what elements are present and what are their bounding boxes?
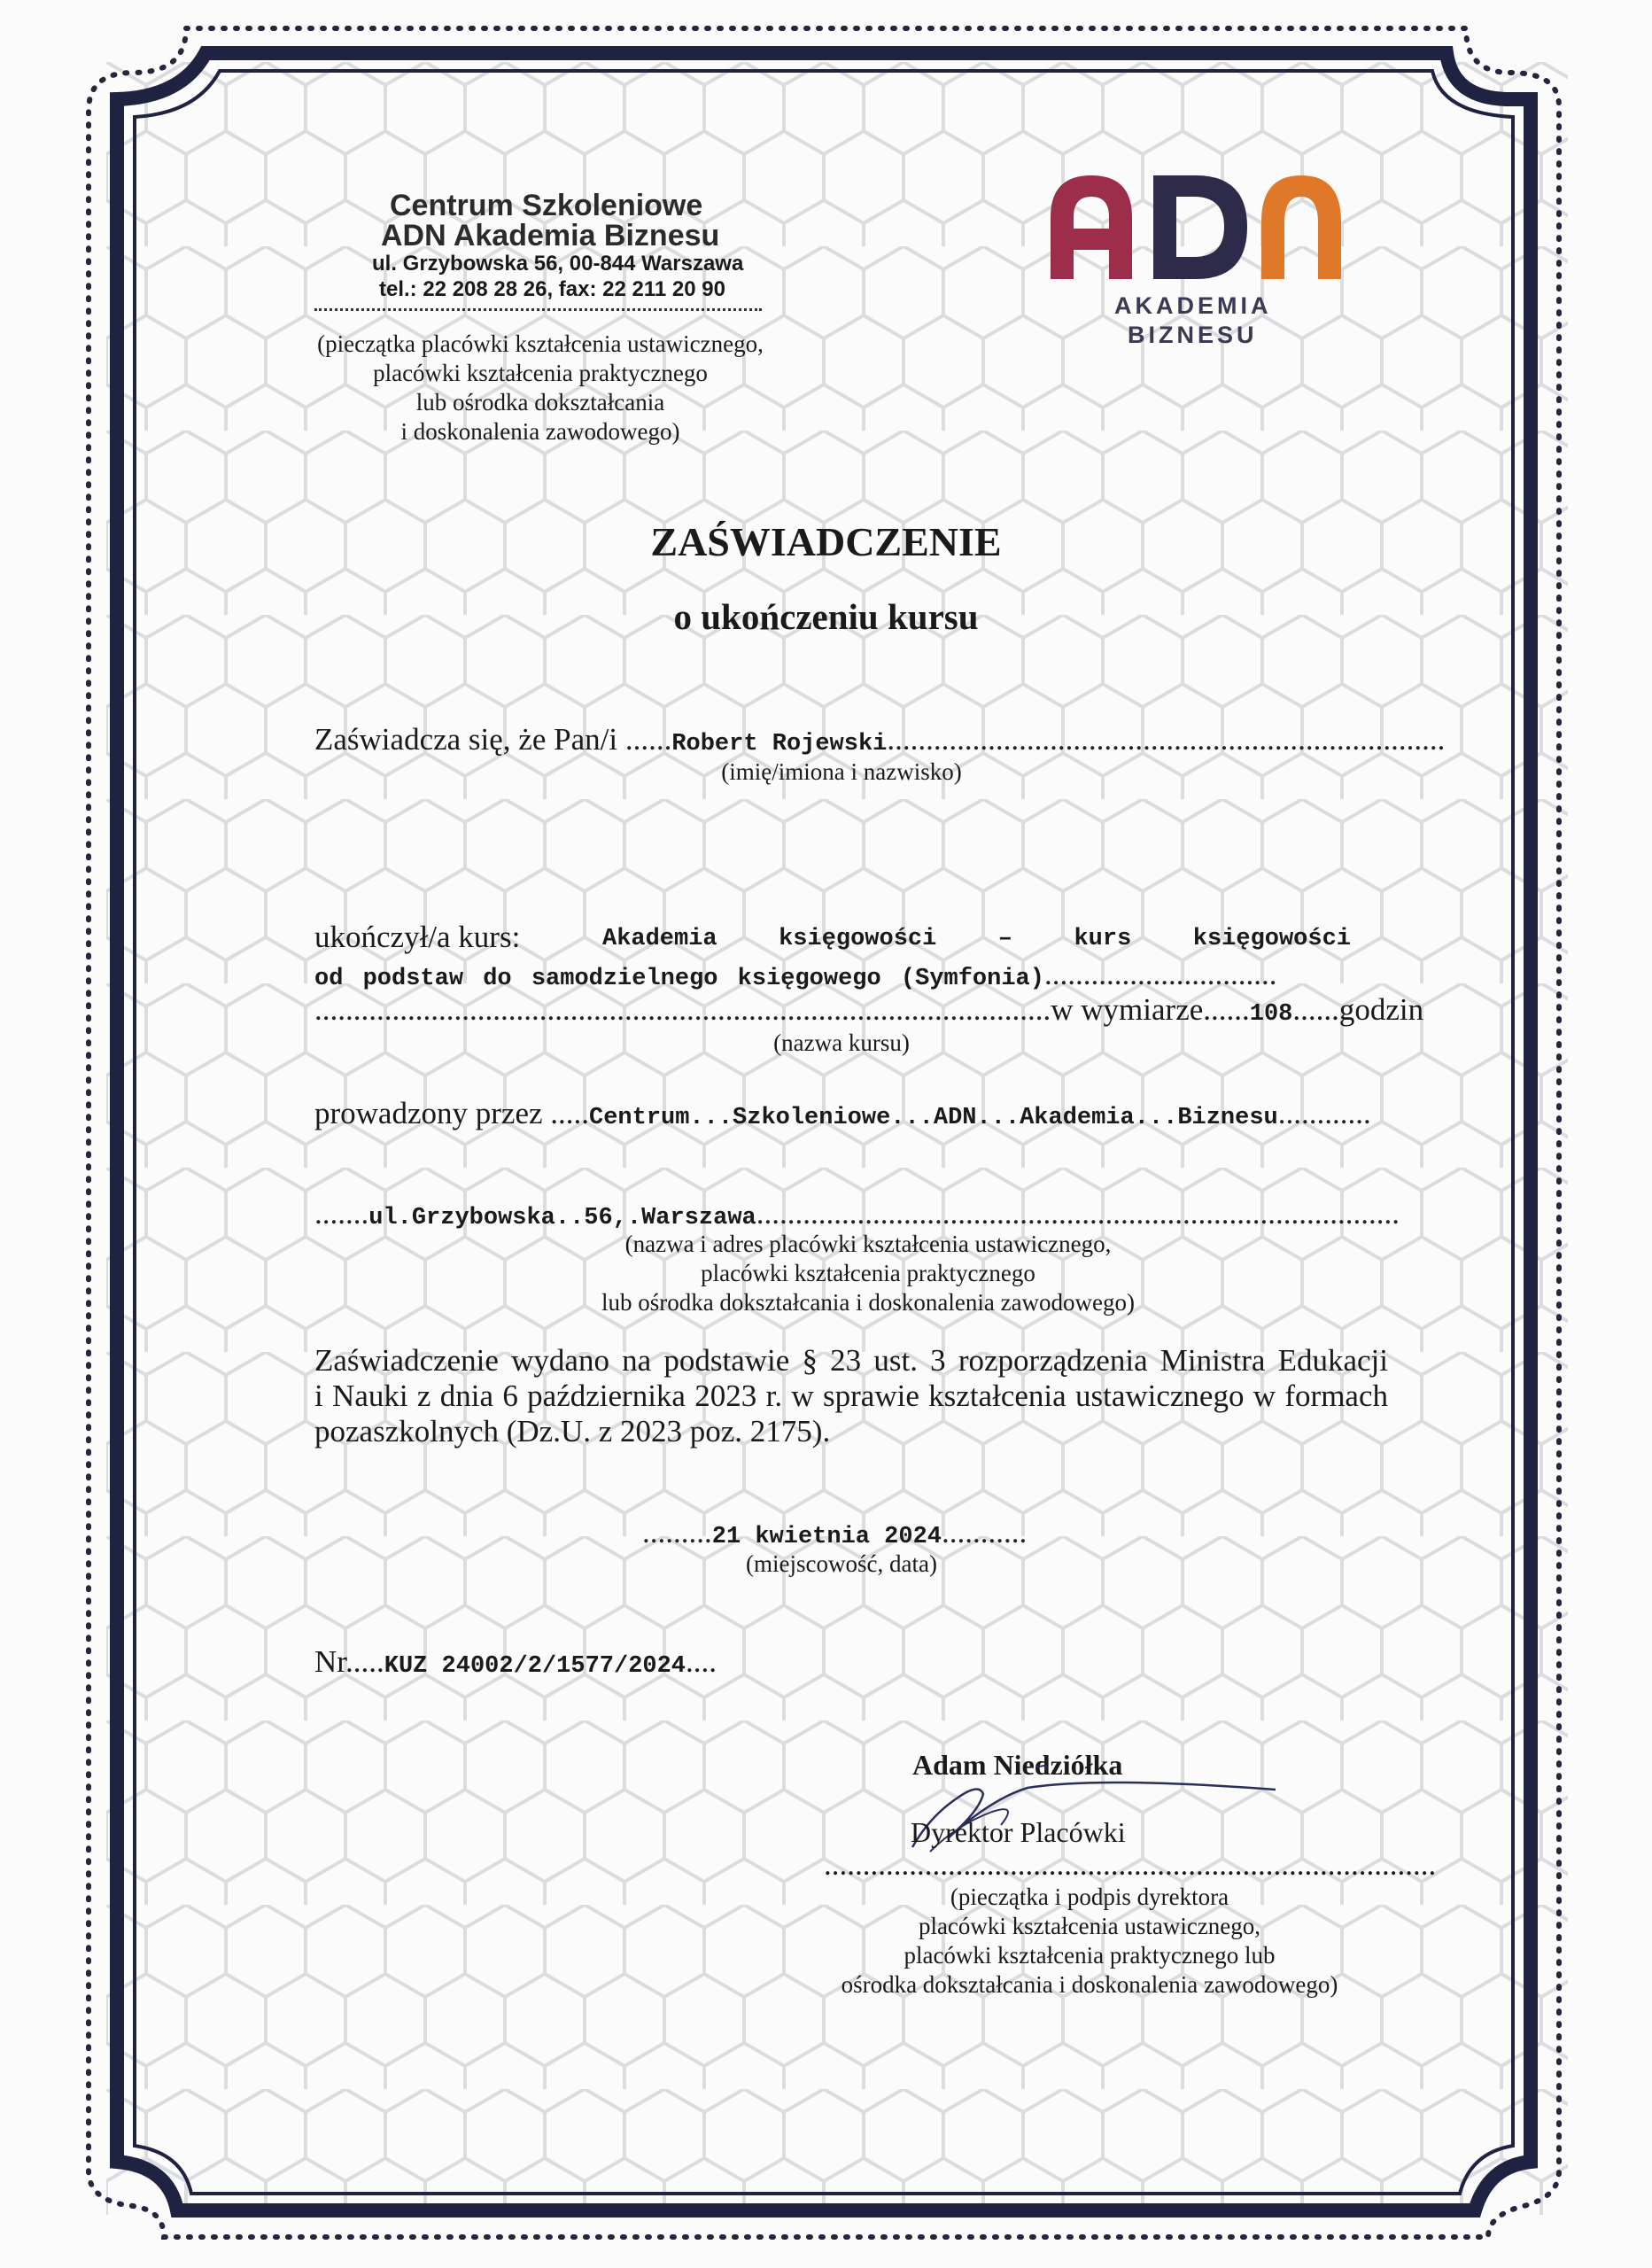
provider-prefix: prowadzony przez ..... [314, 1096, 590, 1130]
signature-caption [779, 1883, 1400, 2000]
legal-basis [314, 1343, 1388, 1449]
person-name: Robert Rojewski [671, 731, 888, 757]
course-name-line-2: od podstaw do samodzielnego księgowego (Symfonia) [314, 966, 1044, 992]
director-role: Dyrektor Placówki [911, 1816, 1126, 1848]
hours-value: 108 [1249, 1001, 1293, 1028]
provider-address: ul.Grzybowska..56,.Warszawa [368, 1205, 756, 1231]
stamp-line-4: tel.: 22 208 28 26, fax: 22 211 20 90 [379, 277, 725, 301]
logo-text-line-1: AKADEMIA [1114, 292, 1272, 319]
person-trail-dots: ........................................................................ [887, 722, 1446, 757]
signature-caption-line: ośrodka dokształcania i doskonalenia zawodowego) [841, 1971, 1338, 1998]
signature-caption-line: placówki kształcenia praktycznego lub [904, 1942, 1276, 1969]
person-line [314, 722, 1445, 762]
provider-caption-line: (nazwa i adres placówki kształcenia ustawicznego, [624, 1231, 1112, 1257]
course-hours-line [314, 992, 1423, 1032]
number-prefix: Nr..... [314, 1644, 384, 1679]
adn-logo-mark [1045, 168, 1346, 292]
stamp-dotted-line [314, 308, 762, 311]
provider-address-lead-dots: ....... [314, 1196, 369, 1231]
date-trail-dots: ........... [942, 1515, 1028, 1550]
stamp-line-2: ADN Akademia Biznesu [381, 219, 720, 252]
certificate-title: ZAŚWIADCZENIE [650, 519, 1002, 564]
person-lead-dots: ...... [624, 722, 672, 757]
logo-text-line-2: BIZNESU [1128, 322, 1258, 348]
signature-caption-line: (pieczątka i podpis dyrektora [950, 1884, 1229, 1910]
date-caption: (miejscowość, data) [746, 1550, 937, 1577]
stamp-caption-line: (pieczątka placówki kształcenia ustawicznego, [317, 330, 764, 357]
course-line-2-dots: .............................. [1043, 957, 1277, 991]
stamp-line-3: ul. Grzybowska 56, 00-844 Warszawa [372, 252, 744, 276]
provider-caption [531, 1230, 1205, 1317]
date-lead-dots: ......... [642, 1515, 712, 1550]
date-line [642, 1515, 1027, 1555]
certificate-subtitle: o ukończeniu kursu [673, 596, 979, 637]
person-prefix: Zaświadcza się, że Pan/i [314, 722, 618, 757]
course-caption: (nazwa kursu) [773, 1029, 910, 1056]
hours-suffix: ......godzin [1292, 992, 1424, 1027]
adn-logo [1045, 168, 1346, 354]
legal-line: Zaświadczenie wydano na podstawie § 23 ust. 3 rozporządzenia Ministra Edukacji [314, 1343, 1388, 1378]
certificate-number-line [314, 1644, 717, 1684]
legal-line: pozaszkolnych (Dz.U. z 2023 poz. 2175). [314, 1414, 831, 1449]
stamp-caption [292, 330, 788, 447]
provider-caption-line: lub ośrodka dokształcania i doskonalenia zawodowego) [601, 1289, 1136, 1316]
stamp-line-1: Centrum Szkoleniowe [390, 189, 703, 222]
provider-caption-line: placówki kształcenia praktycznego [701, 1260, 1035, 1286]
stamp-caption-line: lub ośrodka dokształcania [415, 389, 665, 416]
provider-name: Centrum...Szkoleniowe...ADN...Akademia...Biznesu [589, 1105, 1278, 1131]
legal-line: i Nauki z dnia 6 października 2023 r. w sprawie kształcenia ustawicznego w formach [314, 1379, 1388, 1413]
course-prefix: ukończył/a kurs: [314, 920, 521, 954]
person-caption: (imię/imiona i nazwisko) [721, 758, 962, 785]
signature-dots: ............................................................................... [824, 1847, 1437, 1882]
course-line-2 [314, 957, 1351, 997]
provider-dots: ............ [1277, 1096, 1371, 1130]
director-name: Adam Niedziółka [912, 1749, 1123, 1781]
signature-caption-line: placówki kształcenia ustawicznego, [918, 1913, 1261, 1939]
date-value: 21 kwietnia 2024 [711, 1524, 942, 1550]
number-suffix: .... [686, 1644, 717, 1679]
course-line-3-dots: ............................................................................................... [314, 992, 1051, 1027]
stamp-caption-line: i doskonalenia zawodowego) [400, 418, 680, 445]
stamp-caption-line: placówki kształcenia praktycznego [373, 360, 708, 386]
hours-prefix: w wymiarze...... [1051, 992, 1250, 1027]
provider-line [314, 1096, 1371, 1136]
provider-address-dots: ................................................................................... [756, 1196, 1400, 1231]
certificate-number: KUZ 24002/2/1577/2024 [384, 1653, 686, 1680]
course-name-line-1: Akademia księgowości – kurs księgowości [602, 926, 1351, 952]
